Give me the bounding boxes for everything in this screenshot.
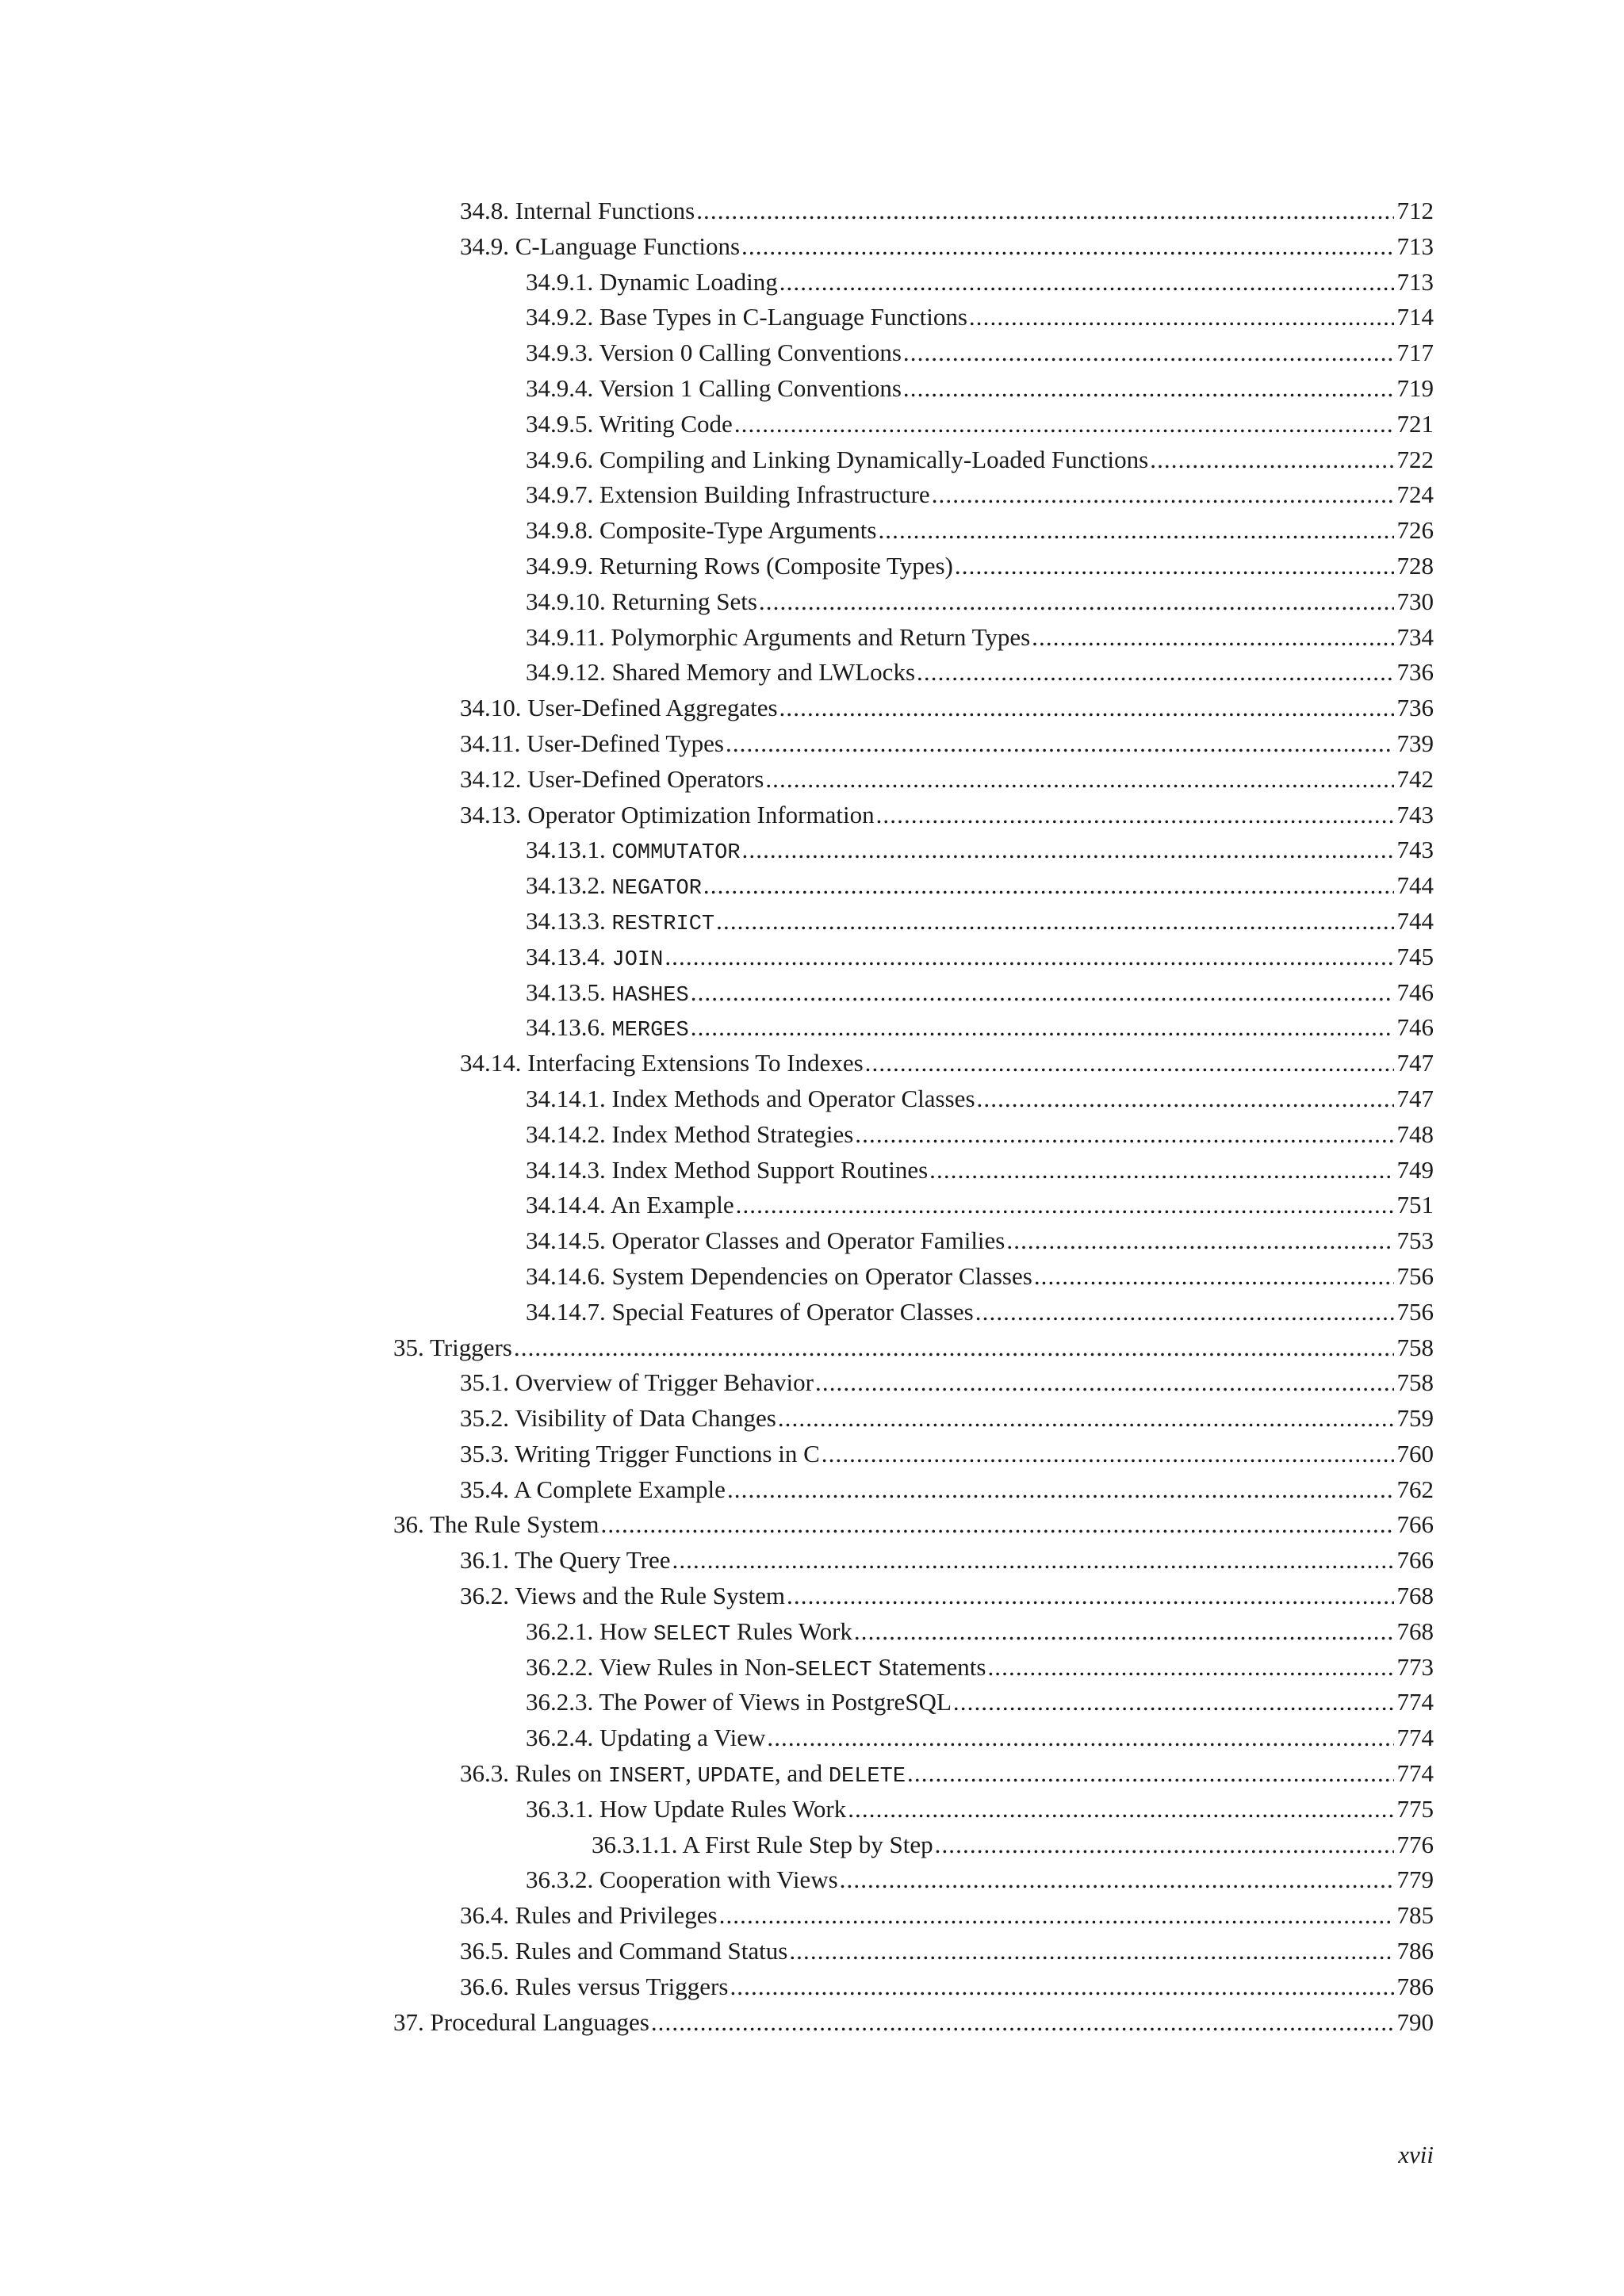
table-of-contents: [393, 193, 1434, 2040]
toc-entry-page: 736: [1396, 694, 1434, 722]
title-text: , and: [774, 1759, 829, 1788]
dot-leader: [955, 549, 1394, 584]
toc-entry-title: [526, 371, 902, 407]
toc-entry-page: 712: [1396, 197, 1434, 224]
toc-entry[interactable]: [393, 407, 1434, 442]
toc-entry[interactable]: [393, 1153, 1434, 1188]
code-keyword: UPDATE: [697, 1765, 775, 1789]
title-text: 34.13. Operator Optimization Information: [460, 800, 875, 828]
dot-leader: [727, 1472, 1394, 1508]
toc-entry-title: [526, 265, 778, 300]
code-keyword: JOIN: [611, 947, 664, 972]
toc-entry-title: [526, 442, 1148, 478]
title-text: 35. Triggers: [393, 1333, 512, 1361]
toc-entry-title: [526, 407, 733, 442]
toc-entry-page: 786: [1396, 1937, 1434, 1965]
toc-entry-title: [460, 1543, 670, 1578]
title-text: 36.5. Rules and Command Status: [460, 1937, 788, 1965]
title-text: 36.2.2. View Rules in Non-: [526, 1652, 795, 1681]
toc-entry-title: [526, 655, 915, 691]
title-text: 34.14.4. An Example: [526, 1191, 734, 1219]
toc-entry[interactable]: [393, 1898, 1434, 1934]
dot-leader: [600, 1507, 1393, 1543]
dot-leader: [779, 691, 1394, 726]
toc-entry-title: [460, 229, 740, 265]
dot-leader: [822, 1437, 1394, 1472]
toc-entry-page: 734: [1396, 622, 1434, 651]
toc-entry-title: [526, 1650, 986, 1689]
title-text: 34.14.7. Special Features of Operator Classes: [526, 1297, 974, 1326]
dot-leader: [759, 584, 1394, 620]
toc-entry-title: [460, 1934, 787, 1969]
toc-entry-title: [592, 1827, 933, 1863]
title-text: 34.8. Internal Functions: [460, 197, 695, 224]
title-text: 34.9.3. Version 0 Calling Conventions: [526, 339, 902, 367]
toc-entry-title: [393, 1507, 599, 1543]
toc-entry-title: [526, 1153, 928, 1188]
toc-entry-title: [526, 939, 663, 978]
dot-leader: [779, 265, 1394, 300]
title-text: 34.14.6. System Dependencies on Operator Classes: [526, 1261, 1032, 1290]
toc-entry[interactable]: [393, 442, 1434, 478]
toc-entry[interactable]: [393, 1081, 1434, 1117]
dot-leader: [1150, 442, 1393, 478]
dot-leader: [514, 1330, 1394, 1366]
title-text: 34.14.1. Index Methods and Operator Classes: [526, 1084, 975, 1112]
code-keyword: INSERT: [607, 1765, 686, 1789]
toc-entry-title: [526, 1685, 952, 1720]
title-text: 36.2.4. Updating a View: [526, 1724, 766, 1752]
toc-entry-page: 776: [1396, 1830, 1434, 1858]
toc-entry-title: [460, 1472, 726, 1508]
code-keyword: COMMUTATOR: [611, 841, 741, 866]
title-text: 34.14.3. Index Method Support Routines: [526, 1155, 929, 1184]
toc-entry[interactable]: [393, 1578, 1434, 1614]
dot-leader: [953, 1685, 1394, 1720]
dot-leader: [1006, 1223, 1393, 1259]
toc-entry-title: [526, 513, 876, 549]
toc-entry[interactable]: [393, 1259, 1434, 1295]
title-text: 34.13.2.: [526, 871, 612, 900]
title-text: 36.3.1. How Update Rules Work: [526, 1794, 847, 1823]
dot-leader: [736, 1188, 1394, 1223]
dot-leader: [876, 798, 1394, 833]
toc-entry[interactable]: [393, 1969, 1434, 2005]
toc-entry[interactable]: [393, 1543, 1434, 1578]
toc-entry[interactable]: [393, 193, 1434, 229]
toc-entry-page: 744: [1396, 906, 1434, 935]
toc-entry[interactable]: [393, 904, 1434, 939]
toc-entry-title: [460, 1756, 906, 1795]
title-text: 36.1. The Query Tree: [460, 1546, 671, 1575]
toc-entry-title: [526, 868, 702, 907]
toc-entry-title: [526, 584, 757, 620]
toc-entry-page: 749: [1396, 1155, 1434, 1184]
toc-entry-page: 774: [1396, 1759, 1434, 1788]
toc-entry-page: 779: [1396, 1866, 1434, 1894]
dot-leader: [840, 1862, 1394, 1898]
title-text: 34.13.3.: [526, 906, 612, 935]
toc-entry-page: 775: [1396, 1794, 1434, 1823]
toc-entry[interactable]: [393, 620, 1434, 656]
dot-leader: [1032, 620, 1393, 656]
dot-leader: [696, 193, 1393, 229]
title-text: Rules Work: [730, 1617, 852, 1645]
toc-entry-title: [460, 1437, 820, 1472]
title-text: 34.9.2. Base Types in C-Language Functions: [526, 303, 967, 331]
dot-leader: [903, 335, 1394, 371]
title-text: 34.9.5. Writing Code: [526, 409, 733, 438]
toc-entry[interactable]: [393, 1934, 1434, 1969]
toc-entry-title: [526, 975, 689, 1014]
title-text: 36.3.2. Cooperation with Views: [526, 1866, 838, 1894]
title-text: 34.9. C-Language Functions: [460, 232, 741, 260]
dot-leader: [691, 975, 1394, 1011]
dot-leader: [651, 2005, 1394, 2041]
toc-entry[interactable]: [393, 762, 1434, 798]
title-text: 35.4. A Complete Example: [460, 1475, 726, 1503]
dot-leader: [789, 1934, 1393, 1969]
toc-entry-page: 743: [1396, 836, 1434, 864]
toc-entry-title: [460, 691, 778, 726]
code-keyword: MERGES: [611, 1019, 689, 1043]
toc-entry-page: 742: [1396, 764, 1434, 793]
toc-entry[interactable]: [393, 477, 1434, 513]
toc-entry[interactable]: [393, 1827, 1434, 1863]
toc-entry-page: 751: [1396, 1191, 1434, 1219]
toc-entry[interactable]: [393, 2005, 1434, 2041]
title-text: 36.2.3. The Power of Views in PostgreSQL: [526, 1688, 952, 1716]
toc-entry[interactable]: [393, 1223, 1434, 1259]
toc-entry-page: 748: [1396, 1119, 1434, 1148]
toc-entry-title: [460, 1578, 785, 1614]
code-keyword: SELECT: [795, 1658, 872, 1682]
toc-entry-title: [526, 904, 714, 943]
dot-leader: [787, 1578, 1393, 1614]
toc-entry-title: [460, 726, 724, 762]
dot-leader: [917, 655, 1393, 691]
toc-entry-page: 756: [1396, 1297, 1434, 1326]
toc-entry-title: [460, 1898, 718, 1934]
dot-leader: [741, 229, 1393, 265]
toc-entry[interactable]: [393, 726, 1434, 762]
dot-leader: [665, 939, 1393, 975]
dot-leader: [778, 1401, 1394, 1437]
toc-entry-page: 747: [1396, 1084, 1434, 1112]
title-text: 36.3.1.1. A First Rule Step by Step: [592, 1830, 933, 1858]
toc-entry[interactable]: [393, 1756, 1434, 1792]
toc-entry-page: 753: [1396, 1226, 1434, 1255]
page-number: xvii: [1398, 2141, 1434, 2168]
toc-entry-page: 722: [1396, 445, 1434, 473]
toc-entry[interactable]: [393, 1401, 1434, 1437]
toc-entry-title: [526, 335, 902, 371]
title-text: 34.9.10. Returning Sets: [526, 587, 757, 615]
toc-entry-page: 766: [1396, 1510, 1434, 1539]
toc-entry-page: 760: [1396, 1439, 1434, 1468]
toc-entry[interactable]: [393, 1365, 1434, 1401]
title-text: 34.14. Interfacing Extensions To Indexes: [460, 1049, 864, 1077]
toc-entry-page: 713: [1396, 267, 1434, 296]
toc-entry[interactable]: [393, 265, 1434, 300]
toc-entry-title: [460, 1969, 728, 2005]
dot-leader: [929, 1153, 1393, 1188]
toc-entry[interactable]: [393, 1507, 1434, 1543]
dot-leader: [854, 1614, 1394, 1650]
toc-entry-title: [526, 477, 930, 513]
title-text: 34.9.7. Extension Building Infrastructure: [526, 480, 930, 509]
toc-entry-page: 714: [1396, 303, 1434, 331]
toc-entry-title: [526, 1614, 852, 1653]
dot-leader: [815, 1365, 1394, 1401]
toc-entry-title: [526, 620, 1030, 656]
toc-entry-page: 756: [1396, 1261, 1434, 1290]
code-keyword: HASHES: [611, 983, 689, 1008]
title-text: 34.14.2. Index Method Strategies: [526, 1119, 854, 1148]
toc-entry-title: [526, 832, 741, 871]
toc-entry-page: 790: [1396, 2007, 1434, 2036]
dot-leader: [865, 1046, 1394, 1081]
toc-entry-page: 774: [1396, 1688, 1434, 1716]
toc-entry-title: [526, 1188, 734, 1223]
dot-leader: [767, 1720, 1393, 1756]
toc-entry-title: [526, 1081, 975, 1117]
toc-entry-page: 766: [1396, 1546, 1434, 1575]
toc-entry[interactable]: [393, 1472, 1434, 1508]
dot-leader: [903, 371, 1394, 407]
toc-entry-page: 744: [1396, 871, 1434, 900]
toc-entry[interactable]: [393, 1650, 1434, 1686]
toc-entry-page: 768: [1396, 1617, 1434, 1645]
title-text: 34.9.1. Dynamic Loading: [526, 267, 778, 296]
title-text: 34.11. User-Defined Types: [460, 729, 724, 757]
dot-leader: [932, 477, 1394, 513]
dot-leader: [726, 726, 1394, 762]
toc-entry-page: 746: [1396, 978, 1434, 1006]
toc-entry-page: 768: [1396, 1582, 1434, 1610]
toc-entry-title: [393, 2005, 649, 2041]
toc-entry[interactable]: [393, 1792, 1434, 1827]
toc-entry-title: [460, 1365, 814, 1401]
toc-entry[interactable]: [393, 1862, 1434, 1898]
toc-entry-page: 759: [1396, 1404, 1434, 1433]
toc-entry-title: [526, 1862, 838, 1898]
toc-entry[interactable]: [393, 868, 1434, 904]
toc-entry[interactable]: [393, 549, 1434, 584]
dot-leader: [977, 1081, 1394, 1117]
toc-entry[interactable]: [393, 371, 1434, 407]
title-text: 34.13.5.: [526, 978, 612, 1006]
toc-entry-page: 773: [1396, 1652, 1434, 1681]
title-text: 34.13.1.: [526, 836, 612, 864]
toc-entry-page: 739: [1396, 729, 1434, 757]
dot-leader: [742, 832, 1394, 868]
toc-entry[interactable]: [393, 691, 1434, 726]
toc-entry-page: 745: [1396, 942, 1434, 970]
toc-entry-title: [526, 1720, 765, 1756]
dot-leader: [907, 1756, 1393, 1792]
toc-entry[interactable]: [393, 1685, 1434, 1720]
toc-entry[interactable]: [393, 798, 1434, 833]
toc-entry-page: 730: [1396, 587, 1434, 615]
title-text: 34.14.5. Operator Classes and Operator Families: [526, 1226, 1005, 1255]
toc-entry-page: 726: [1396, 516, 1434, 545]
title-text: 35.2. Visibility of Data Changes: [460, 1404, 776, 1433]
title-text: 34.9.11. Polymorphic Arguments and Return Types: [526, 622, 1031, 651]
toc-entry-title: [526, 1792, 846, 1827]
toc-entry-page: 762: [1396, 1475, 1434, 1503]
toc-entry-title: [526, 1259, 1032, 1295]
toc-entry[interactable]: [393, 229, 1434, 265]
toc-entry[interactable]: [393, 335, 1434, 371]
toc-entry-title: [526, 549, 953, 584]
toc-entry[interactable]: [393, 1437, 1434, 1472]
title-text: Statements: [871, 1652, 986, 1681]
title-text: 34.12. User-Defined Operators: [460, 764, 764, 793]
title-text: 34.13.6.: [526, 1013, 612, 1042]
toc-entry[interactable]: [393, 975, 1434, 1011]
toc-entry[interactable]: [393, 1330, 1434, 1366]
dot-leader: [1034, 1259, 1394, 1295]
code-keyword: RESTRICT: [611, 912, 715, 936]
toc-entry-title: [460, 798, 875, 833]
title-text: ,: [685, 1759, 698, 1788]
title-text: 36.6. Rules versus Triggers: [460, 1972, 729, 2000]
toc-entry-page: 758: [1396, 1368, 1434, 1397]
title-text: 34.9.12. Shared Memory and LWLocks: [526, 658, 916, 687]
dot-leader: [691, 1010, 1394, 1046]
toc-entry-title: [393, 1330, 512, 1366]
title-text: 36.2. Views and the Rule System: [460, 1582, 786, 1610]
toc-entry-page: 717: [1396, 339, 1434, 367]
toc-entry[interactable]: [393, 300, 1434, 335]
toc-entry-page: 747: [1396, 1049, 1434, 1077]
code-keyword: NEGATOR: [611, 877, 702, 901]
title-text: 34.9.4. Version 1 Calling Conventions: [526, 373, 902, 402]
dot-leader: [848, 1792, 1393, 1827]
toc-entry-page: 743: [1396, 800, 1434, 828]
dot-leader: [716, 904, 1393, 939]
toc-entry[interactable]: [393, 1117, 1434, 1153]
toc-entry-title: [526, 1010, 689, 1049]
dot-leader: [975, 1295, 1394, 1330]
toc-entry[interactable]: [393, 1188, 1434, 1223]
title-text: 36. The Rule System: [393, 1510, 599, 1539]
toc-entry[interactable]: [393, 1046, 1434, 1081]
toc-entry[interactable]: [393, 1720, 1434, 1756]
toc-entry-page: 785: [1396, 1901, 1434, 1930]
dot-leader: [703, 868, 1394, 904]
title-text: 36.3. Rules on: [460, 1759, 608, 1788]
toc-entry-page: 746: [1396, 1013, 1434, 1042]
toc-entry-title: [526, 1295, 974, 1330]
toc-entry-page: 736: [1396, 658, 1434, 687]
dot-leader: [987, 1650, 1393, 1686]
code-keyword: DELETE: [828, 1765, 906, 1789]
title-text: 35.3. Writing Trigger Functions in C: [460, 1439, 820, 1468]
dot-leader: [935, 1827, 1394, 1863]
toc-entry-title: [526, 1223, 1005, 1259]
dot-leader: [765, 762, 1393, 798]
dot-leader: [878, 513, 1393, 549]
title-text: 34.9.8. Composite-Type Arguments: [526, 516, 877, 545]
toc-entry-page: 721: [1396, 409, 1434, 438]
title-text: 37. Procedural Languages: [393, 2007, 649, 2036]
code-keyword: SELECT: [653, 1622, 731, 1647]
title-text: 36.2.1. How: [526, 1617, 654, 1645]
dot-leader: [672, 1543, 1393, 1578]
title-text: 34.13.4.: [526, 942, 612, 970]
title-text: 34.9.6. Compiling and Linking Dynamically-Loaded Functions: [526, 445, 1149, 473]
title-text: 34.10. User-Defined Aggregates: [460, 694, 778, 722]
toc-entry[interactable]: [393, 1010, 1434, 1046]
toc-entry-page: 728: [1396, 551, 1434, 580]
title-text: 35.1. Overview of Trigger Behavior: [460, 1368, 814, 1397]
toc-entry[interactable]: [393, 655, 1434, 691]
toc-entry-page: 774: [1396, 1724, 1434, 1752]
toc-entry-title: [526, 300, 967, 335]
toc-entry-page: 719: [1396, 373, 1434, 402]
dot-leader: [734, 407, 1394, 442]
toc-entry[interactable]: [393, 513, 1434, 549]
dot-leader: [719, 1898, 1394, 1934]
toc-entry[interactable]: [393, 939, 1434, 975]
toc-entry-title: [460, 193, 695, 229]
toc-entry-title: [460, 762, 764, 798]
toc-entry-title: [460, 1046, 864, 1081]
toc-entry-title: [460, 1401, 776, 1437]
dot-leader: [855, 1117, 1393, 1153]
toc-entry[interactable]: [393, 832, 1434, 868]
toc-entry-page: 713: [1396, 232, 1434, 260]
dot-leader: [969, 300, 1394, 335]
toc-entry-page: 724: [1396, 480, 1434, 509]
dot-leader: [730, 1969, 1393, 2005]
toc-entry-page: 786: [1396, 1972, 1434, 2000]
toc-entry-page: 758: [1396, 1333, 1434, 1361]
title-text: 36.4. Rules and Privileges: [460, 1901, 718, 1930]
toc-entry[interactable]: [393, 1614, 1434, 1650]
toc-entry[interactable]: [393, 584, 1434, 620]
toc-entry-title: [526, 1117, 853, 1153]
title-text: 34.9.9. Returning Rows (Composite Types): [526, 551, 953, 580]
toc-entry[interactable]: [393, 1295, 1434, 1330]
